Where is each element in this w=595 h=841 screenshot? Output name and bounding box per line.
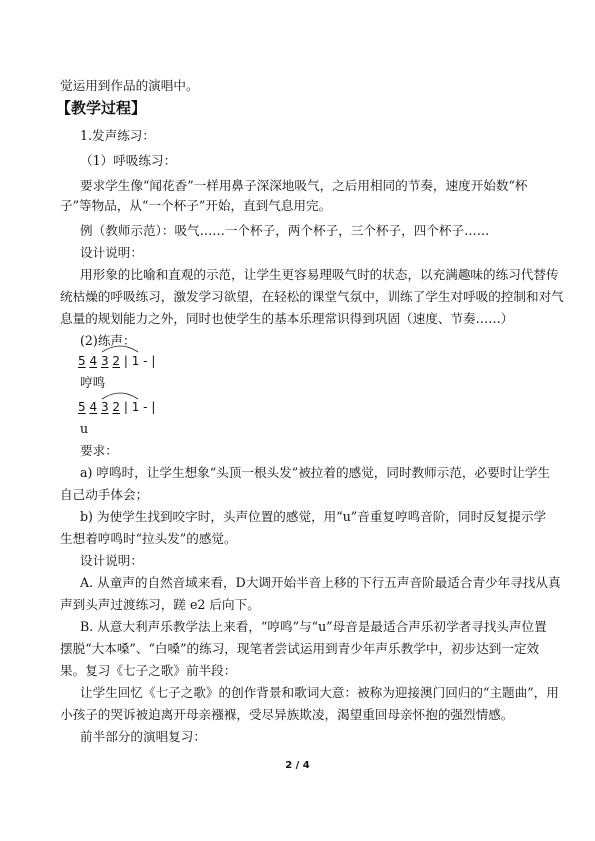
text-line: b) 为使学生找到咬字时，头声位置的感觉，用“u”音重复哼鸣音阶，同时反复提示学 [80,509,547,524]
text-line: 用形象的比喻和直观的示范，让学生更容易理吸气时的状态，以充满趣味的练习代替传 [80,267,559,282]
text-line: 让学生回忆《七子之歌》的创作背景和歌词大意：被称为迎接澳门回归的“主题曲”，用 [80,685,559,700]
text-line: 小孩子的哭诉被迫离开母亲襁褓，受尽异族欺凌，渴望重回母亲怀抱的强烈情感。 [60,707,514,722]
text-line: 觉运用到作品的演唱中。 [60,78,199,93]
text-line: 设计说明： [80,245,143,260]
text-line: 果。复习《七子之歌》前半段： [60,663,237,678]
text-line: a) 哼鸣时，让学生想象“头顶一根头发”被拉着的感觉，同时教师示范，必要时让学生 [80,465,551,480]
note: 4 [89,400,98,414]
text-line: 统枯燥的呼吸练习，激发学习欲望，在轻松的课堂气氛中，训练了学生对呼吸的控制和对气 [60,289,564,304]
text-line: 子”等物品，从“一个杯子”开始，直到气息用完。 [60,198,332,213]
text-line: （1）呼吸练习： [80,153,177,168]
text-line: 声到头声过渡练习，蹉 e2 后向下。 [60,597,260,612]
text-line: 前半部分的演唱复习： [80,729,206,744]
text-line: 要求： [80,443,118,458]
note-rest: | 1 - | [123,400,156,414]
text-line: 要求学生像“闻花香”一样用鼻子深深地吸气，之后用相同的节奏，速度开始数“杯 [80,178,528,193]
note: 5 [78,400,86,414]
section-heading: 【教学过程】 [56,99,147,117]
text-line: 哼鸣 [80,375,106,390]
text-line: 摆脱“大本嗓”、“白嗓”的练习，现笔者尝试运用到青少年声乐教学中，初步达到一定效 [60,641,540,656]
page-number: 2 / 4 [285,760,310,771]
notation-line [78,353,155,369]
text-line: (2)练声： [80,333,136,348]
text-line: 生想着哼鸣时“拉头发”的感觉。 [60,531,237,546]
note: 3 [100,400,109,414]
text-line: B. 从意大利声乐教学法上来看，“哼鸣”与“u”母音是最适合声乐初学者寻找头声位置 [80,619,547,634]
text-line: 自己动手体会； [60,487,149,502]
text-line: A. 从童声的自然音域来看，D大调开始半音上移的下行五声音阶最适合青少年寻找从真 [80,575,561,590]
note: 2 [112,400,121,414]
text-line: u [80,421,89,436]
note-rest: | 1 - | [123,354,156,368]
text-line: 1.发声练习： [80,128,155,143]
note: 5 [78,354,86,368]
note: 4 [89,354,98,368]
note: 3 [100,354,109,368]
notation-line [78,399,155,415]
text-line: 例（教师示范）：吸气……一个杯子，两个杯子，三个杯子，四个杯子…… [80,223,490,238]
text-line: 设计说明： [80,553,143,568]
text-line: 息量的规划能力之外，同时也使学生的基本乐理常识得到巩固（速度、节奏……） [60,311,514,326]
note: 2 [112,354,121,368]
